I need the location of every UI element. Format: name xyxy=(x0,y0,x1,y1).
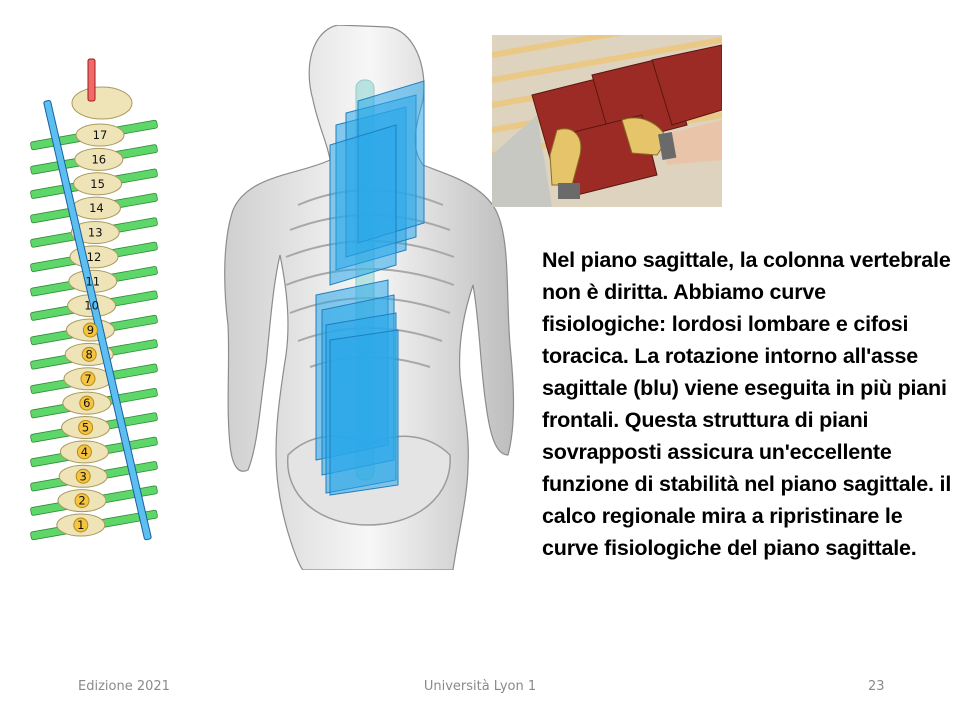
vertebra-label: 3 xyxy=(79,469,87,484)
spine-diagram xyxy=(28,55,168,555)
top-axis-red xyxy=(88,59,95,101)
top-vertebra xyxy=(72,87,132,119)
footer-university: Università Lyon 1 xyxy=(423,679,537,694)
vertebra-label: 14 xyxy=(89,201,104,216)
vertebra-label: 9 xyxy=(86,323,95,337)
vertebra-label: 17 xyxy=(92,128,108,142)
vertebra-label: 16 xyxy=(91,152,107,167)
vertebra-label: 7 xyxy=(84,371,92,386)
body-xray-illustration xyxy=(218,25,518,570)
frontal-planes-lower xyxy=(316,280,398,495)
vertebra-label: 6 xyxy=(83,396,91,411)
vertebra-label: 11 xyxy=(85,274,101,289)
footer-edition: Edizione 2021 xyxy=(78,679,170,694)
vertebra-label: 5 xyxy=(81,420,90,435)
vertebra-label: 10 xyxy=(84,298,99,313)
vertebra-label: 15 xyxy=(90,176,105,191)
vertebra-label: 13 xyxy=(87,225,103,240)
vertebra-label: 1 xyxy=(77,518,85,532)
vertebra-label: 4 xyxy=(80,444,89,459)
vertebra-label: 2 xyxy=(78,493,86,508)
slide-number: 23 xyxy=(868,679,885,694)
roof-tiles-photo xyxy=(492,35,722,207)
vertebra-label: 12 xyxy=(86,249,102,264)
vertebra-label: 8 xyxy=(85,347,93,362)
body-paragraph: Nel piano sagittale, la colonna vertebrale non è diritta. Abbiamo curve fisiologiche: lordosi lombare e cifosi toracica. La rotazione intorno all'asse sagittale (blu) viene eseguita in più piani frontali. Questa struttura di piani sovrapposti assicura un'eccellente funzione di stabilità nel piano sagittale. il calco regionale mira a ripristinare le curve fisiologiche del piano sagittale. xyxy=(542,248,952,560)
